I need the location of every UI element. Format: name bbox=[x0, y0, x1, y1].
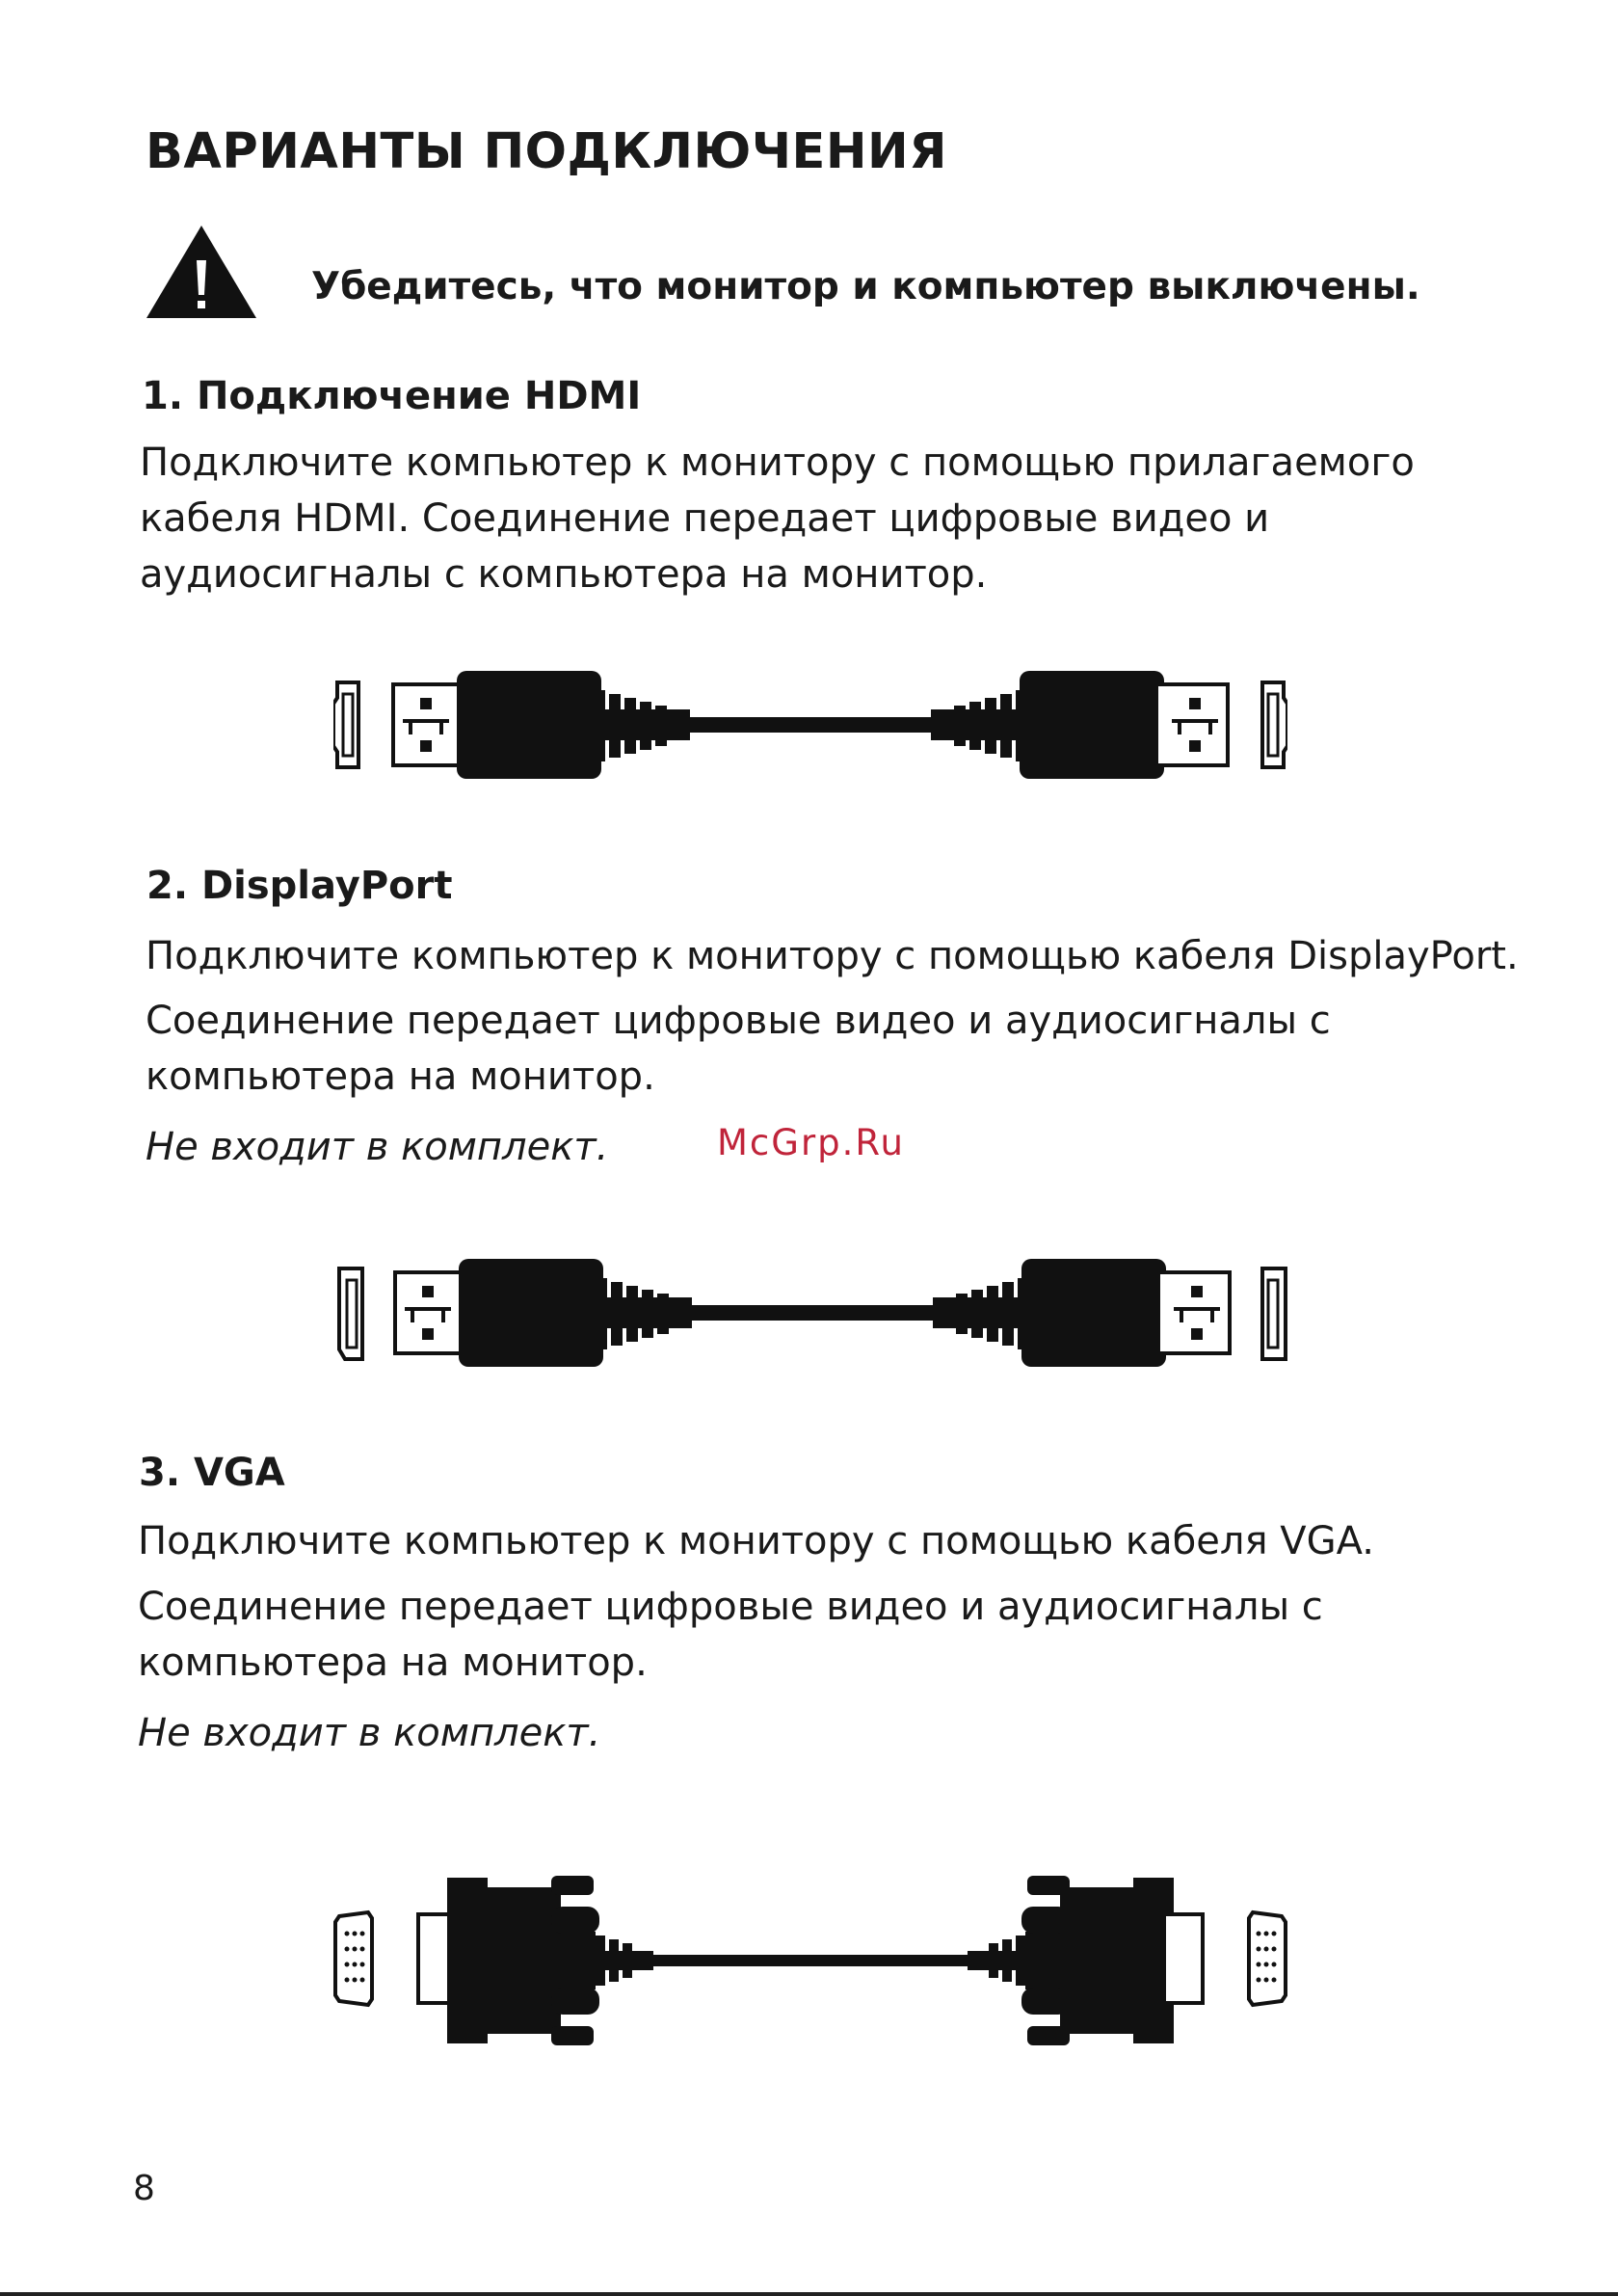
body-line: Подключите компьютер к монитору с помощью кабеля DisplayPort. bbox=[146, 934, 1519, 978]
displayport-cable-icon bbox=[335, 1253, 1289, 1373]
section-heading-vga: 3. VGA bbox=[139, 1451, 285, 1495]
hdmi-cable-icon bbox=[333, 665, 1287, 785]
page-number: 8 bbox=[133, 2169, 155, 2208]
body-line: кабеля HDMI. Соединение передает цифровые видео и bbox=[140, 496, 1270, 541]
body-line: Подключите компьютер к монитору с помощью прилагаемого bbox=[140, 441, 1415, 485]
page-title: ВАРИАНТЫ ПОДКЛЮЧЕНИЯ bbox=[146, 123, 948, 180]
note-not-included: Не входит в комплект. bbox=[146, 1125, 609, 1169]
warning-text: Убедитесь, что монитор и компьютер выключены. bbox=[311, 265, 1420, 308]
note-not-included: Не входит в комплект. bbox=[138, 1711, 601, 1755]
body-line: Подключите компьютер к монитору с помощью кабеля VGA. bbox=[138, 1519, 1374, 1563]
body-line: компьютера на монитор. bbox=[146, 1055, 655, 1099]
section-body-hdmi bbox=[140, 435, 1415, 602]
vga-cable-icon bbox=[333, 1874, 1287, 2047]
section-body-displayport bbox=[146, 928, 1519, 984]
body-line: Соединение передает цифровые видео и аудиосигналы с bbox=[146, 999, 1331, 1043]
body-line: компьютера на монитор. bbox=[138, 1641, 648, 1685]
section-heading-displayport: 2. DisplayPort bbox=[146, 864, 453, 908]
section-body-vga-2 bbox=[138, 1579, 1323, 1691]
watermark: McGrp.Ru bbox=[717, 1122, 905, 1163]
body-line: Соединение передает цифровые видео и аудиосигналы с bbox=[138, 1585, 1323, 1629]
section-heading-hdmi: 1. Подключение HDMI bbox=[142, 374, 642, 418]
section-body-displayport-2 bbox=[146, 993, 1331, 1105]
body-line: аудиосигналы с компьютера на монитор. bbox=[140, 552, 988, 597]
footer-divider bbox=[0, 2292, 1618, 2296]
warning-triangle-icon bbox=[143, 222, 260, 323]
section-body-vga bbox=[138, 1513, 1374, 1569]
